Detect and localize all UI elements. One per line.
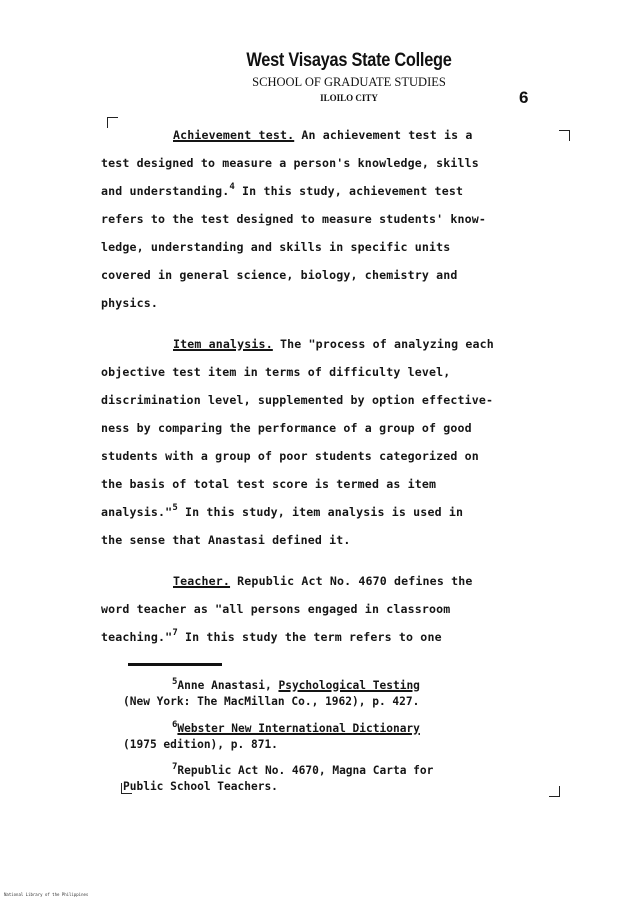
text-span: teaching."	[101, 630, 173, 644]
footnote-separator	[128, 663, 222, 666]
term-teacher: Teacher.	[173, 574, 231, 588]
footnote-ref: 4	[229, 182, 235, 192]
paragraph-1-line	[101, 184, 463, 198]
footnote-ref: 7	[172, 628, 178, 638]
paragraph-1-line: covered in general science, biology, chemistry and	[101, 268, 458, 282]
paragraph-3-line: word teacher as "all persons engaged in classroom	[101, 602, 451, 616]
text-span: An achievement test is a	[294, 128, 473, 142]
book-title: Psychological Testing	[278, 679, 420, 692]
paragraph-2-line: students with a group of poor students categorized on	[101, 449, 479, 463]
crop-mark-top-left	[107, 117, 118, 128]
paragraph-1-line: physics.	[101, 296, 159, 310]
footnote-number: 6	[172, 720, 178, 730]
crop-mark-top-right	[559, 130, 570, 141]
crop-mark-bottom-right	[549, 786, 560, 797]
footnote-6-line-1	[172, 722, 420, 735]
footnote-5-line-1	[172, 679, 420, 692]
text-span: analysis."	[101, 505, 173, 519]
term-item-analysis: Item analysis.	[173, 337, 273, 351]
paragraph-2-line: objective test item in terms of difficulty level,	[101, 365, 451, 379]
paragraph-2-line	[173, 337, 494, 351]
text-span: The "process of analyzing each	[272, 337, 494, 351]
paragraph-1-line: refers to the test designed to measure students' know-	[101, 212, 487, 226]
text-span: In this study the term refers to one	[177, 630, 442, 644]
paragraph-1-line: test designed to measure a person's knowledge, skills	[101, 156, 479, 170]
college-name: West Visayas State College	[246, 50, 452, 71]
footnote-6-line-2: (1975 edition), p. 871.	[123, 738, 278, 751]
city-name: ILOILO CITY	[320, 93, 378, 103]
footnote-5-line-2: (New York: The MacMillan Co., 1962), p. 427.	[123, 695, 420, 708]
paragraph-2-line: the sense that Anastasi defined it.	[101, 533, 351, 547]
text-span: Republic Act No. 4670 defines the	[230, 574, 473, 588]
scan-footer: National Library of the Philippines	[4, 892, 89, 897]
text-span: Republic Act No. 4670, Magna Carta for	[177, 764, 434, 777]
paragraph-2-line: discrimination level, supplemented by option effective-	[101, 393, 494, 407]
paragraph-3-line	[173, 574, 472, 588]
paragraph-2-line: ness by comparing the performance of a group of good	[101, 421, 472, 435]
footnote-7-line-2: Public School Teachers.	[123, 780, 278, 793]
paragraph-2-line	[101, 505, 463, 519]
page-number: 6	[519, 88, 529, 107]
footnote-number: 7	[172, 762, 178, 772]
footnote-number: 5	[172, 677, 178, 687]
paragraph-3-line	[101, 630, 442, 644]
book-title: Webster New International Dictionary	[177, 722, 420, 735]
footnote-ref: 5	[172, 503, 178, 513]
paragraph-2-line: the basis of total test score is termed as item	[101, 477, 437, 491]
text-span: In this study, achievement test	[234, 184, 464, 198]
text-span: and understanding.	[101, 184, 230, 198]
text-span: In this study, item analysis is used in	[177, 505, 464, 519]
paragraph-1-line: ledge, understanding and skills in specific units	[101, 240, 451, 254]
text-span: Anne Anastasi,	[177, 679, 279, 692]
footnote-7-line-1	[172, 764, 433, 777]
paragraph-1-line	[173, 128, 472, 142]
school-name: SCHOOL OF GRADUATE STUDIES	[252, 75, 446, 89]
term-achievement-test: Achievement test.	[173, 128, 295, 142]
